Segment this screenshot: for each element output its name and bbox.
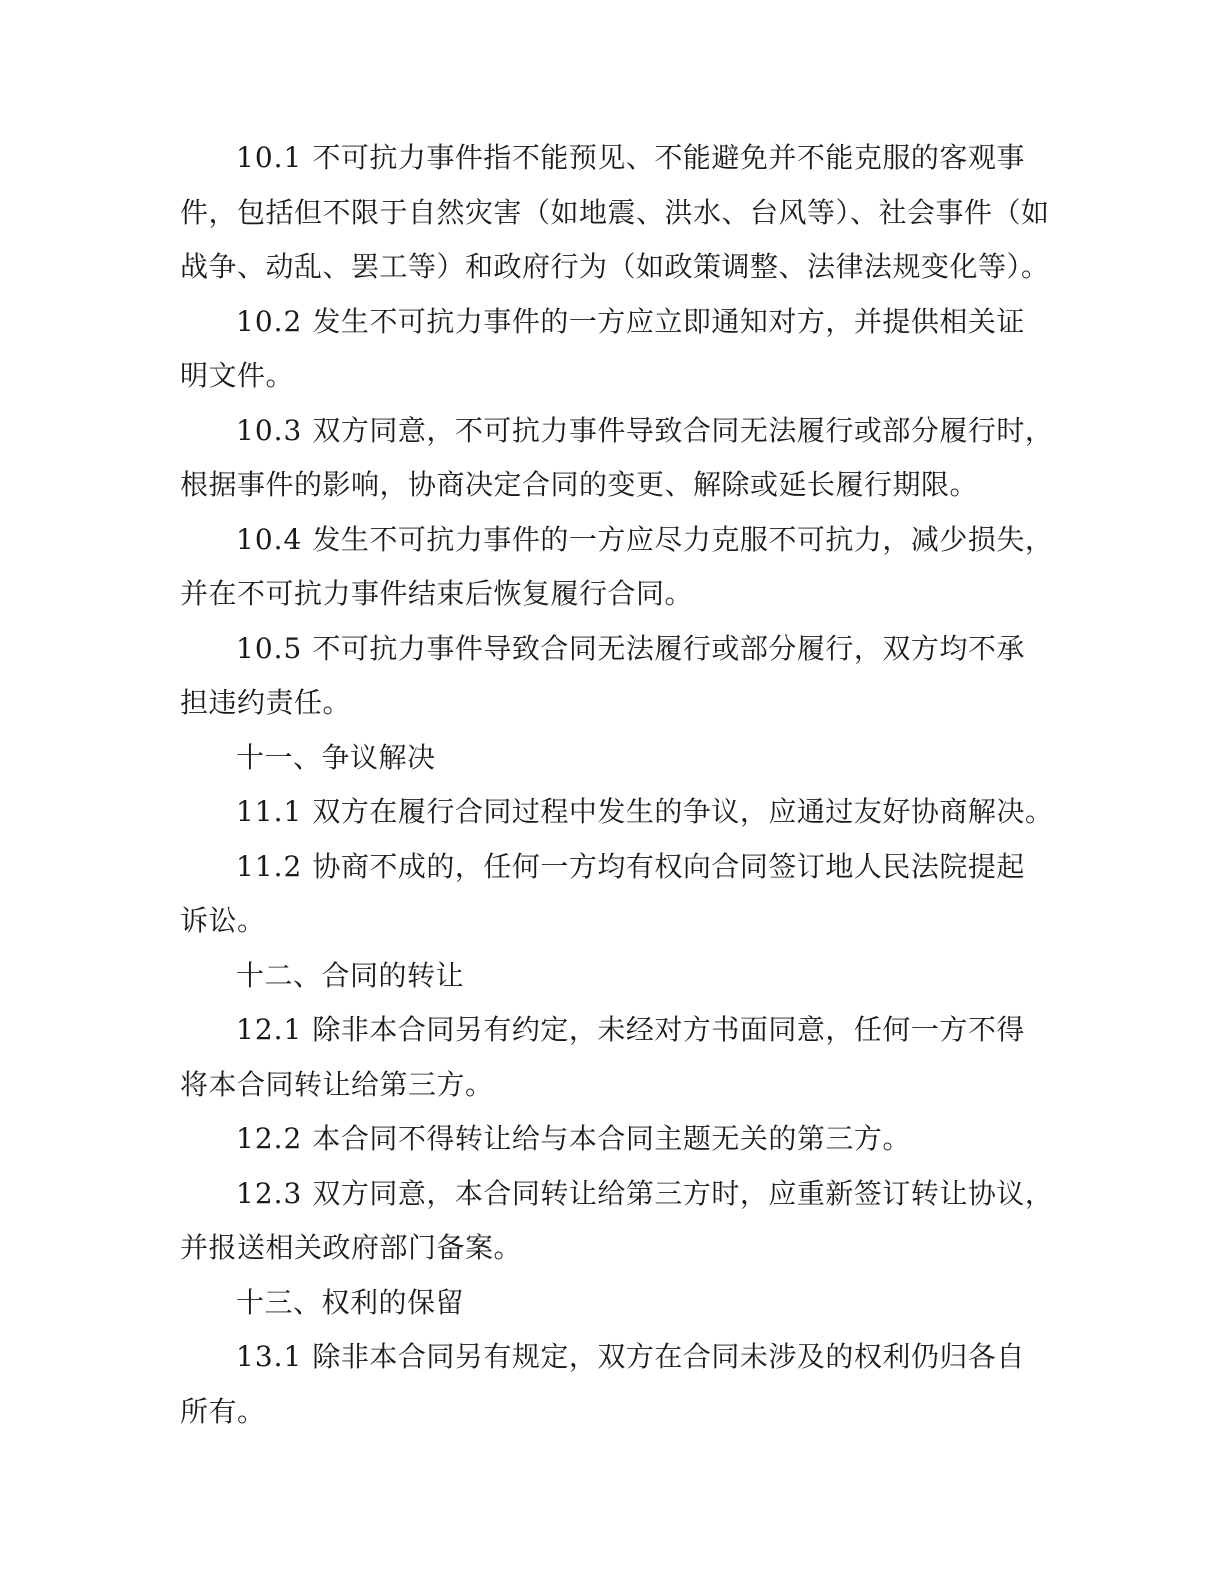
clause-text: 不可抗力事件导致合同无法履行或部分履行，双方均不承担违约责任。 — [180, 631, 1025, 719]
clause-number: 12.1 — [236, 1013, 303, 1046]
clause-text: 双方在履行合同过程中发生的争议，应通过友好协商解决。 — [312, 795, 1054, 828]
clause-number: 11.2 — [236, 849, 303, 883]
clause-13-1 — [180, 1330, 1030, 1439]
clause-text: 双方同意，不可抗力事件导致合同无法履行或部分履行时，根据事件的影响，协商决定合同的变更、解除或延长履行期限。 — [180, 413, 1054, 501]
clause-number: 12.3 — [236, 1176, 303, 1210]
clause-number: 10.2 — [236, 304, 303, 338]
section-11-heading: 十一、争议解决 — [236, 740, 436, 774]
clause-10-4 — [180, 513, 1060, 622]
clause-text: 双方同意，本合同转让给第三方时，应重新签订转让协议，并报送相关政府部门备案。 — [180, 1176, 1054, 1264]
clause-text: 除非本合同另有规定，双方在合同未涉及的权利仍归各自所有。 — [180, 1340, 1025, 1428]
clause-text: 协商不成的，任何一方均有权向合同签订地人民法院提起诉讼。 — [180, 849, 1025, 937]
clause-text: 发生不可抗力事件的一方应尽力克服不可抗力，减少损失，并在不可抗力事件结束后恢复履行合同。 — [180, 522, 1054, 610]
clause-number: 10.3 — [236, 413, 303, 447]
clause-number: 11.1 — [236, 795, 303, 828]
clause-12-1 — [180, 1003, 1030, 1112]
section-12-heading: 十二、合同的转让 — [236, 958, 465, 992]
clause-10-2 — [180, 295, 1030, 404]
clause-12-2 — [180, 1112, 1060, 1167]
clause-12-3 — [180, 1167, 1060, 1276]
clause-number: 10.1 — [236, 141, 303, 174]
clause-10-1 — [180, 131, 1060, 295]
clause-text: 本合同不得转让给与本合同主题无关的第三方。 — [312, 1122, 911, 1155]
clause-text: 不可抗力事件指不能预见、不能避免并不能克服的客观事件，包括但不限于自然灾害（如地震、洪水、台风等）、社会事件（如战争、动乱、罢工等）和政府行为（如政策调整、法律法规变化等）。 — [180, 141, 1050, 283]
clause-10-3 — [180, 404, 1060, 513]
clause-text: 发生不可抗力事件的一方应立即通知对方，并提供相关证明文件。 — [180, 304, 1025, 392]
clause-number: 13.1 — [236, 1340, 303, 1373]
clause-number: 10.5 — [236, 631, 303, 665]
section-13-heading: 十三、权利的保留 — [236, 1285, 465, 1319]
clause-number: 10.4 — [236, 522, 303, 556]
clause-number: 12.2 — [236, 1122, 303, 1155]
clause-11-1 — [180, 785, 1060, 840]
clause-text: 除非本合同另有约定，未经对方书面同意，任何一方不得将本合同转让给第三方。 — [180, 1013, 1025, 1101]
document-body — [180, 131, 1060, 1439]
clause-11-2 — [180, 840, 1030, 949]
clause-10-5 — [180, 622, 1030, 731]
